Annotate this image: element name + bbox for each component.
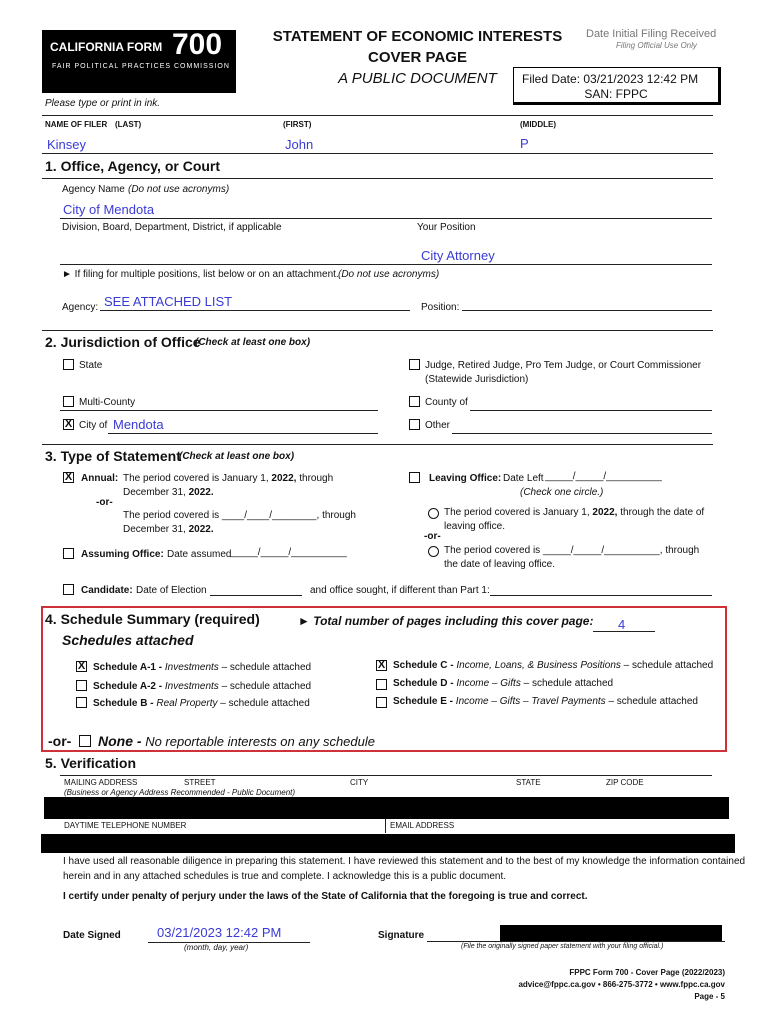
middle-name-field[interactable]: P — [520, 136, 529, 151]
filed-date: Filed Date: 03/21/2023 12:42 PM — [522, 72, 699, 86]
mailing-address-label: MAILING ADDRESS — [64, 778, 138, 787]
schedule-c-label: Schedule C - Income, Loans, & Business Positions – schedule attached — [393, 660, 714, 671]
date-of-election-label: Date of Election — [136, 585, 207, 596]
schedule-b-label: Schedule B - Real Property – schedule attached — [93, 698, 310, 709]
annual-line-2: December 31, 2022. — [123, 487, 214, 498]
candidate-checkbox[interactable] — [63, 584, 74, 595]
date-format-note: (month, day, year) — [184, 943, 249, 952]
schedule-d-label: Schedule D - Income – Gifts – schedule attached — [393, 678, 614, 689]
form-number: 700 — [172, 28, 223, 61]
schedule-a1-checkbox[interactable]: X — [77, 660, 86, 672]
schedule-a2-label: Schedule A-2 - Investments – schedule attached — [93, 681, 312, 692]
filing-official-label: Filing Official Use Only — [616, 41, 697, 50]
first-label: (FIRST) — [283, 120, 312, 129]
signature-note: (File the originally signed paper statement with your filing official.) — [461, 943, 664, 950]
city-of-label: City of — [79, 420, 108, 431]
date-left-label: Date Left — [503, 473, 544, 484]
county-checkbox[interactable] — [409, 396, 420, 407]
middle-label: (MIDDLE) — [520, 120, 556, 129]
state-checkbox[interactable] — [63, 359, 74, 370]
filed-date-box — [513, 67, 721, 105]
agency-name-label: Agency Name — [62, 184, 125, 195]
signature-redaction — [500, 925, 722, 941]
first-name-field[interactable]: John — [285, 137, 314, 152]
division-label: Division, Board, Department, District, if applicable — [62, 222, 282, 233]
check-one-circle: (Check one circle.) — [520, 487, 604, 498]
schedule-a1-label: Schedule A-1 - Investments – schedule attached — [93, 662, 312, 673]
leaving-option-2-line-2: the date of leaving office. — [444, 559, 556, 570]
schedule-d-checkbox[interactable] — [376, 679, 387, 690]
last-label: (LAST) — [115, 120, 142, 129]
judge-sub-label: (Statewide Jurisdiction) — [425, 374, 529, 385]
city-field[interactable]: Mendota — [113, 417, 164, 432]
section-5-title: 5. Verification — [45, 755, 137, 771]
email-label: EMAIL ADDRESS — [390, 821, 455, 830]
agency-2-field[interactable]: SEE ATTACHED LIST — [104, 294, 233, 309]
section-4-title: 4. Schedule Summary (required) — [45, 611, 260, 627]
section-3-note: (Check at least one box) — [179, 451, 295, 462]
date-left-field[interactable]: _____/_____/__________ — [545, 471, 662, 482]
multiple-positions-note-italic: (Do not use acronyms) — [338, 269, 440, 280]
agency-name-note: (Do not use acronyms) — [128, 184, 230, 195]
multi-county-checkbox[interactable] — [63, 396, 74, 407]
total-pages-field[interactable]: 4 — [618, 617, 626, 632]
total-pages-label: ► Total number of pages including this cover page: — [298, 614, 594, 628]
multi-county-label: Multi-County — [79, 397, 136, 408]
phone-label: DAYTIME TELEPHONE NUMBER — [64, 821, 187, 830]
assuming-office-checkbox[interactable] — [63, 548, 74, 559]
diligence-line-1: I have used all reasonable diligence in preparing this statement. I have reviewed this statement and to the best of my knowledge the information contained — [63, 856, 746, 867]
certify-statement: I certify under penalty of perjury under the laws of the State of California that the foregoing is true and correct. — [63, 891, 588, 902]
form-label: CALIFORNIA FORM — [50, 40, 163, 54]
date-assumed-label: Date assumed — [167, 549, 232, 560]
schedule-b-checkbox[interactable] — [76, 697, 87, 708]
county-of-label: County of — [425, 397, 468, 408]
city-label: CITY — [350, 778, 369, 787]
position-field[interactable]: City Attorney — [421, 248, 495, 263]
date-signed-field[interactable]: 03/21/2023 12:42 PM — [157, 925, 282, 940]
none-checkbox[interactable] — [79, 735, 91, 747]
title-line-3: A PUBLIC DOCUMENT — [338, 70, 497, 87]
date-signed-label: Date Signed — [63, 930, 121, 941]
date-assumed-field[interactable]: _____/_____/__________ — [230, 547, 347, 558]
leaving-office-label: Leaving Office: — [429, 473, 502, 484]
schedule-a2-checkbox[interactable] — [76, 680, 87, 691]
section-2-title: 2. Jurisdiction of Office — [45, 334, 201, 350]
agency-2-label: Agency: — [62, 302, 99, 313]
annual-line-1: The period covered is January 1, 2022, through — [123, 473, 334, 484]
schedule-e-checkbox[interactable] — [376, 697, 387, 708]
leaving-option-2-line-1: The period covered is _____/_____/__________, through — [444, 545, 700, 556]
your-position-label: Your Position — [417, 222, 476, 233]
judge-label: Judge, Retired Judge, Pro Tem Judge, or Court Commissioner — [425, 360, 702, 371]
title-line-1: STATEMENT OF ECONOMIC INTERESTS — [272, 28, 563, 45]
schedule-e-label: Schedule E - Income – Gifts – Travel Payments – schedule attached — [393, 696, 698, 707]
state-label: State — [79, 360, 103, 371]
office-sought-label: and office sought, if different than Part 1: — [310, 585, 490, 596]
leaving-or: -or- — [424, 531, 441, 542]
assuming-office-label: Assuming Office: — [81, 549, 164, 560]
footer — [450, 968, 725, 1001]
schedules-attached-label: Schedules attached — [62, 632, 194, 648]
title-line-2: COVER PAGE — [368, 49, 467, 66]
section-3-title: 3. Type of Statement — [45, 448, 181, 464]
state-label-5: STATE — [516, 778, 541, 787]
footer-line-1: FPPC Form 700 - Cover Page (2022/2023) — [569, 968, 725, 977]
multiple-positions-note: ► If filing for multiple positions, list below or on an attachment. — [62, 269, 339, 280]
annual-checkbox[interactable]: X — [64, 471, 73, 483]
footer-line-3: Page - 5 — [694, 992, 725, 1001]
leaving-option-1-radio[interactable] — [428, 508, 439, 519]
leaving-option-1-line-2: leaving office. — [444, 521, 505, 532]
date-initial-label: Date Initial Filing Received — [586, 28, 717, 40]
leaving-office-checkbox[interactable] — [409, 472, 420, 483]
none-or-label: -or- — [48, 733, 72, 749]
address-redaction — [44, 797, 729, 819]
other-checkbox[interactable] — [409, 419, 420, 430]
san-label: SAN: FPPC — [584, 87, 648, 101]
name-of-filer-label: NAME OF FILER — [45, 120, 108, 129]
agency-name-field[interactable]: City of Mendota — [63, 202, 155, 217]
annual-or: -or- — [96, 497, 113, 508]
last-name-field[interactable]: Kinsey — [47, 137, 87, 152]
street-label: STREET — [184, 778, 216, 787]
footer-line-2: advice@fppc.ca.gov • 866-275-3772 • www.fppc.ca.gov — [518, 980, 725, 989]
other-label: Other — [425, 420, 451, 431]
mailing-note: (Business or Agency Address Recommended - Public Document) — [64, 788, 296, 797]
city-checkbox[interactable]: X — [64, 418, 73, 430]
signature-label: Signature — [378, 930, 425, 941]
schedule-c-checkbox[interactable]: X — [377, 659, 386, 671]
none-label: None - No reportable interests on any schedule — [98, 733, 375, 749]
diligence-line-2: herein and in any attached schedules is true and complete. I acknowledge this is a public document. — [63, 871, 507, 882]
email-redaction — [386, 834, 735, 853]
section-1-title: 1. Office, Agency, or Court — [45, 158, 221, 174]
form-badge — [42, 30, 236, 93]
phone-redaction — [41, 834, 386, 853]
annual-alt-line-1: The period covered is ____/____/________, through — [123, 510, 356, 521]
judge-checkbox[interactable] — [409, 359, 420, 370]
leaving-option-1-line-1: The period covered is January 1, 2022, through the date of — [444, 507, 705, 518]
commission-label: FAIR POLITICAL PRACTICES COMMISSION — [52, 63, 230, 70]
annual-label: Annual: — [81, 473, 119, 484]
zip-label: ZIP CODE — [606, 778, 644, 787]
section-2-note: (Check at least one box) — [195, 337, 311, 348]
annual-alt-line-2: December 31, 2022. — [123, 524, 214, 535]
instructions: Please type or print in ink. — [45, 98, 161, 109]
candidate-label: Candidate: — [81, 585, 133, 596]
position-2-label: Position: — [421, 302, 460, 313]
leaving-option-2-radio[interactable] — [428, 546, 439, 557]
